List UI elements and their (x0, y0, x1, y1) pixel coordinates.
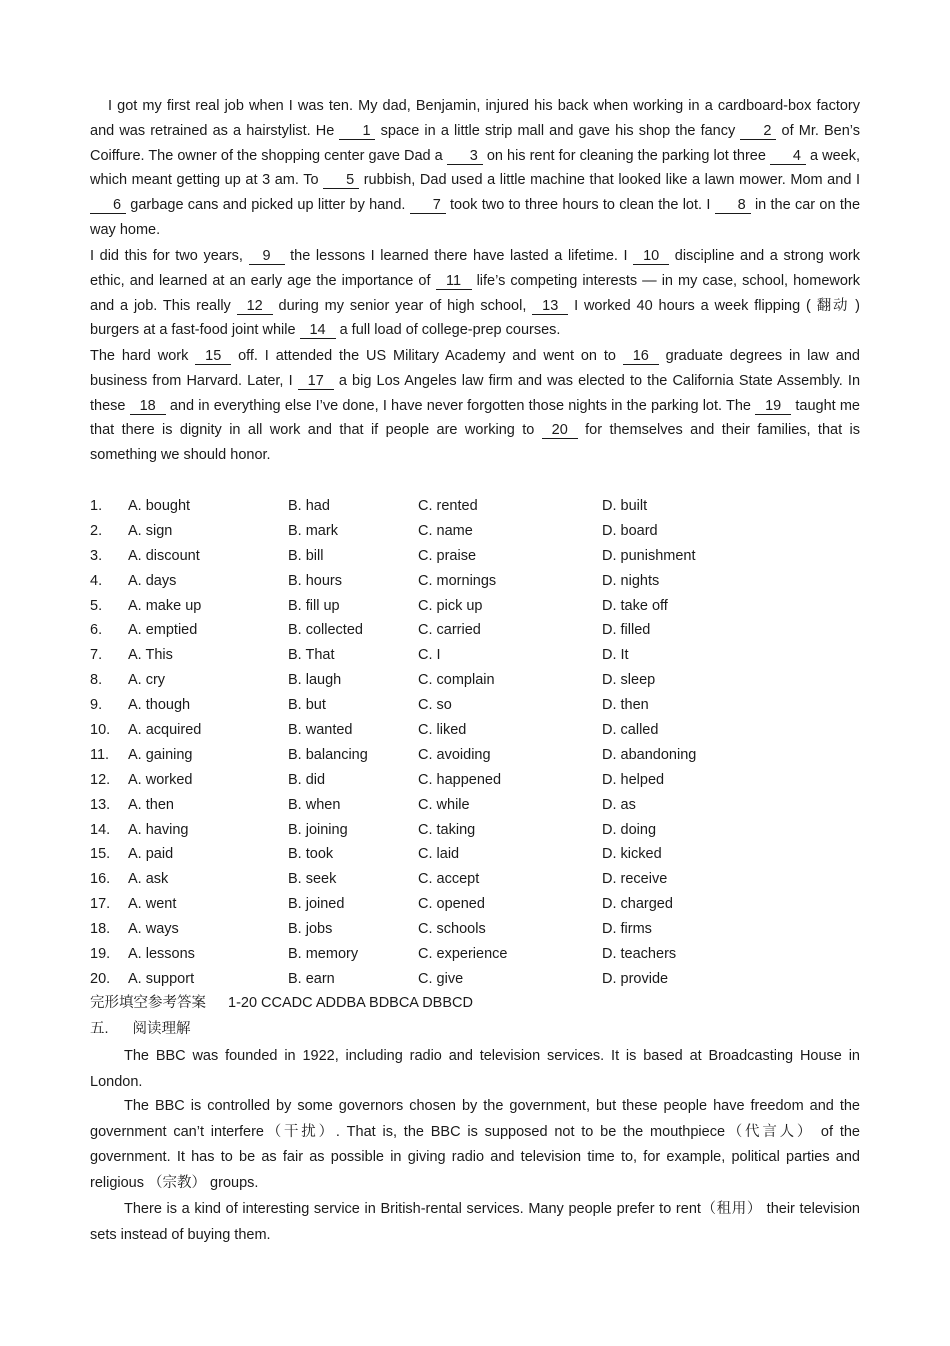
blank-6: 6 (90, 197, 126, 214)
option-a: A. make up (128, 597, 202, 614)
answer-key-label: 完形填空参考答案 (90, 995, 206, 1011)
question-number: 15. (90, 846, 111, 863)
option-c: C. avoiding (418, 746, 491, 763)
option-d: D. then (602, 697, 649, 714)
option-b: B. balancing (288, 746, 368, 763)
option-a: A. then (128, 796, 174, 813)
option-b: B. did (288, 771, 326, 788)
option-row (90, 569, 790, 594)
option-b: B. fill up (288, 597, 340, 614)
option-c: C. opened (418, 896, 485, 913)
option-a: A. emptied (128, 622, 198, 639)
reading-paragraph-1: The BBC was founded in 1922, including radio and television services. It is based at Broadcasting House in London. (90, 1048, 860, 1090)
option-b: B. memory (288, 946, 359, 963)
option-a: A. gaining (128, 746, 193, 763)
blank-5: 5 (323, 172, 359, 189)
option-a: A. support (128, 970, 195, 987)
blank-11: 11 (436, 273, 472, 290)
blank-19: 19 (755, 398, 791, 415)
option-row (90, 693, 790, 718)
option-b: B. joining (288, 821, 348, 838)
question-number: 12. (90, 771, 111, 788)
option-a: A. ways (128, 921, 179, 938)
option-b: B. bill (288, 547, 324, 564)
blank-4: 4 (770, 148, 806, 165)
question-number: 3. (90, 547, 103, 564)
option-row (90, 544, 790, 569)
question-number: 20. (90, 970, 111, 987)
option-d: D. provide (602, 970, 669, 987)
option-a: A. lessons (128, 946, 195, 963)
option-c: C. pick up (418, 597, 483, 614)
question-number: 2. (90, 522, 103, 539)
question-number: 19. (90, 946, 111, 963)
cloze-paragraph-1: I got my first real job when I was ten. My dad, Benjamin, injured his back when working in a cardboard-box factory and was retrained as a hairstylist. He 1 space in a little strip mall and gave his shop the fancy 2 of Mr. Ben’s Coiffure. The owner of the shopping center gave Dad a 3 on his rent for cleaning the parking lot three 4 a week, which meant getting up at 3 am. To 5 rubbish, Dad used a little machine that looked like a lawn mower. Mom and I 6 garbage cans and picked up litter by hand. 7 took two to three hours to clean the lot. I 8 in the car on the way home. (90, 98, 861, 238)
option-row (90, 594, 790, 619)
question-number: 1. (90, 498, 103, 514)
blank-18: 18 (130, 398, 166, 415)
option-row (90, 519, 790, 544)
blank-9: 9 (249, 248, 285, 265)
blank-16: 16 (623, 348, 659, 365)
option-row (90, 768, 790, 793)
question-number: 14. (90, 821, 111, 838)
option-b: B. jobs (288, 921, 333, 938)
option-d: D. kicked (602, 846, 662, 863)
question-number: 18. (90, 921, 111, 938)
option-a: A. acquired (128, 722, 202, 739)
option-d: D. charged (602, 896, 673, 913)
option-row (90, 942, 790, 967)
option-d: D. It (602, 647, 629, 664)
section-heading (90, 1018, 191, 1040)
question-number: 13. (90, 796, 111, 813)
option-c: C. carried (418, 622, 481, 639)
option-c: C. liked (418, 722, 467, 739)
option-d: D. receive (602, 871, 668, 888)
question-number: 8. (90, 672, 103, 689)
question-number: 16. (90, 871, 111, 888)
option-d: D. nights (602, 572, 660, 589)
option-d: D. as (602, 796, 636, 813)
option-a: A. worked (128, 771, 193, 788)
option-b: B. That (288, 647, 335, 664)
option-a: A. having (128, 821, 189, 838)
cloze-paragraph-2: I did this for two years, 9 the lessons I learned there have lasted a lifetime. I 10 discipline and a strong work ethic, and learned at an early age the importance of 11 life’s competing interests — in my case, school, homework and a job. This really 12 during my senior year of high school, 13 I worked 40 hours a week flipping ( 翻动 ) burgers at a fast-food joint while 14 a full load of college-prep courses. (90, 248, 861, 339)
option-row (90, 967, 790, 992)
option-c: C. while (418, 796, 470, 813)
option-row (90, 668, 790, 693)
option-a: A. ask (128, 871, 169, 888)
option-c: C. mornings (418, 572, 497, 589)
option-b: B. wanted (288, 722, 353, 739)
options-list (90, 494, 790, 992)
option-row (90, 793, 790, 818)
option-d: D. sleep (602, 672, 656, 689)
question-number: 7. (90, 647, 103, 664)
option-d: D. doing (602, 821, 657, 838)
option-d: D. punishment (602, 547, 696, 564)
option-d: D. built (602, 498, 648, 514)
option-row (90, 494, 790, 519)
option-row (90, 818, 790, 843)
option-b: B. earn (288, 970, 335, 987)
option-b: B. hours (288, 572, 342, 589)
option-d: D. take off (602, 597, 668, 614)
section-title: 阅读理解 (132, 1021, 191, 1037)
option-d: D. called (602, 722, 659, 739)
option-c: C. give (418, 970, 464, 987)
option-row (90, 618, 790, 643)
option-c: C. I (418, 647, 441, 664)
option-b: B. collected (288, 622, 363, 639)
option-d: D. helped (602, 771, 665, 788)
option-row (90, 842, 790, 867)
option-d: D. board (602, 522, 658, 539)
option-d: D. teachers (602, 946, 677, 963)
answer-key-value: 1-20 CCADC ADDBA BDBCA DBBCD (228, 995, 473, 1011)
question-number: 4. (90, 572, 103, 589)
section-number: 五. (90, 1021, 109, 1037)
blank-17: 17 (298, 373, 334, 390)
option-b: B. laugh (288, 672, 342, 689)
option-a: A. paid (128, 846, 174, 863)
option-d: D. filled (602, 622, 651, 639)
blank-2: 2 (740, 123, 776, 140)
reading-paragraph-3: There is a kind of interesting service in British-rental services. Many people prefer to rent（租用） their television sets instead of buying them. (90, 1201, 860, 1243)
option-c: C. praise (418, 547, 477, 564)
question-number: 17. (90, 896, 111, 913)
option-a: A. bought (128, 498, 191, 514)
option-c: C. schools (418, 921, 486, 938)
option-b: B. joined (288, 896, 345, 913)
option-d: D. abandoning (602, 746, 697, 763)
blank-8: 8 (715, 197, 751, 214)
option-row (90, 743, 790, 768)
blank-10: 10 (633, 248, 669, 265)
option-c: C. name (418, 522, 473, 539)
blank-7: 7 (410, 197, 446, 214)
option-d: D. firms (602, 921, 652, 938)
option-row (90, 718, 790, 743)
reading-paragraph-2: The BBC is controlled by some governors chosen by the government, but these people have freedom and the government can’t interfere（干扰）. That is, the BBC is supposed not to be the mouthpiece（代言人） of the government. It has to be as fair as possible in giving radio and television time to, for example, political parties and religious （宗教） groups. (90, 1098, 860, 1191)
option-row (90, 643, 790, 668)
option-a: A. though (128, 697, 191, 714)
blank-12: 12 (237, 298, 273, 315)
option-c: C. experience (418, 946, 508, 963)
question-number: 5. (90, 597, 103, 614)
option-c: C. accept (418, 871, 480, 888)
option-a: A. discount (128, 547, 200, 564)
option-a: A. days (128, 572, 177, 589)
blank-1: 1 (339, 123, 375, 140)
option-b: B. seek (288, 871, 337, 888)
option-b: B. took (288, 846, 334, 863)
blank-3: 3 (447, 148, 483, 165)
blank-13: 13 (532, 298, 568, 315)
option-b: B. when (288, 796, 341, 813)
option-a: A. went (128, 896, 177, 913)
option-row (90, 867, 790, 892)
blank-15: 15 (195, 348, 231, 365)
option-c: C. complain (418, 672, 495, 689)
option-row (90, 917, 790, 942)
answer-key (90, 992, 473, 1014)
option-a: A. cry (128, 672, 166, 689)
question-number: 10. (90, 722, 111, 739)
option-c: C. laid (418, 846, 460, 863)
blank-14: 14 (300, 322, 336, 339)
option-row (90, 892, 790, 917)
question-number: 6. (90, 622, 103, 639)
question-number: 11. (90, 746, 110, 763)
option-a: A. This (128, 647, 173, 664)
option-b: B. had (288, 498, 330, 514)
option-c: C. rented (418, 498, 478, 514)
option-c: C. taking (418, 821, 476, 838)
option-b: B. mark (288, 522, 338, 539)
option-c: C. so (418, 697, 452, 714)
blank-20: 20 (542, 422, 578, 439)
option-a: A. sign (128, 522, 173, 539)
question-number: 9. (90, 697, 103, 714)
option-c: C. happened (418, 771, 502, 788)
option-b: B. but (288, 697, 326, 714)
cloze-paragraph-3: The hard work 15 off. I attended the US Military Academy and went on to 16 graduate degrees in law and business from Harvard. Later, I 17 a big Los Angeles law firm and was elected to the California State Assembly. In these 18 and in everything else I’ve done, I have never forgotten those nights in the parking lot. The 19 taught me that there is dignity in all work and that if people are working to 20 for themselves and their families, that is something we should honor. (90, 348, 861, 464)
